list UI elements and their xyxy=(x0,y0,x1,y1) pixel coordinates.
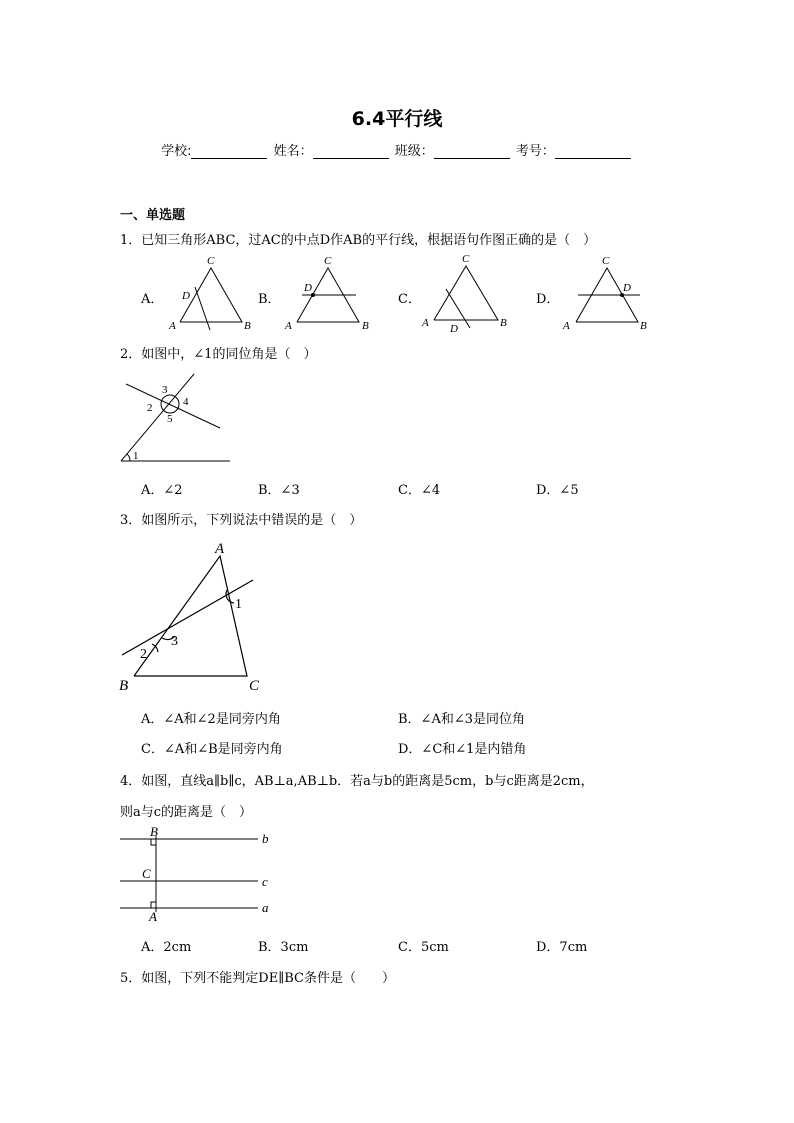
q4-label-b: b xyxy=(262,831,269,846)
q2-label-5: 5 xyxy=(167,413,173,425)
question-4-line2: 则a与c的距离是（ ） xyxy=(120,805,253,820)
q1a-label-d: D xyxy=(182,290,190,302)
school-label: 学校: xyxy=(161,144,192,159)
q3-label-2: 2 xyxy=(140,647,147,662)
q1c-label-a: A xyxy=(422,317,429,329)
number-label: 考号： xyxy=(515,144,555,159)
q4-label-C: C xyxy=(142,866,151,881)
q4-label-c: c xyxy=(262,874,268,889)
option-a[interactable]: A．∠A和∠2是同旁内角 xyxy=(141,712,281,727)
q2-label-4: 4 xyxy=(183,396,189,408)
option-d[interactable]: D． xyxy=(536,292,560,307)
option-d[interactable]: D．∠5 xyxy=(536,483,579,498)
q3-label-1: 1 xyxy=(235,597,242,612)
q1d-label-d: D xyxy=(623,282,631,294)
option-c[interactable]: C． xyxy=(398,292,421,307)
question-4 xyxy=(120,770,594,789)
q1b-label-d: D xyxy=(304,282,312,294)
q1a-label-c: C xyxy=(207,255,215,267)
option-a[interactable]: A． xyxy=(141,292,164,307)
option-c[interactable]: C．5cm xyxy=(398,940,449,955)
question-text: 如图中，∠1的同位角是（ ） xyxy=(141,347,317,362)
q3-label-b: B xyxy=(119,678,129,694)
q1-figure-c xyxy=(434,266,498,328)
q4-label-A: A xyxy=(149,909,157,924)
option-d[interactable]: D．∠C和∠1是内错角 xyxy=(398,742,527,757)
q2-figure xyxy=(121,374,230,461)
option-a[interactable]: A．2cm xyxy=(141,940,192,955)
option-a[interactable]: A．∠2 xyxy=(141,483,183,498)
q1b-label-c: C xyxy=(324,255,332,267)
q1c-label-c: C xyxy=(462,253,470,265)
option-b[interactable]: B．3cm xyxy=(258,940,309,955)
option-b[interactable]: B． xyxy=(258,292,281,307)
q4-figure xyxy=(120,836,258,912)
question-number: 1． xyxy=(120,233,142,248)
class-label: 班级： xyxy=(394,144,434,159)
name-label: 姓名： xyxy=(273,144,313,159)
option-b[interactable]: B．∠A和∠3是同位角 xyxy=(398,712,525,727)
question-3 xyxy=(120,509,362,528)
q1d-label-b: B xyxy=(640,320,647,332)
q1a-label-a: A xyxy=(169,320,176,332)
q1-figure-b xyxy=(297,268,359,322)
question-text: 已知三角形ABC，过AC的中点D作AB的平行线，根据语句作图正确的是（ ） xyxy=(141,233,597,248)
q1c-label-b: B xyxy=(500,317,507,329)
question-number: 3． xyxy=(120,513,142,528)
q4-label-B: B xyxy=(150,824,158,839)
q3-label-3: 3 xyxy=(171,634,178,649)
q4-label-a: a xyxy=(262,900,269,915)
q1c-label-d: D xyxy=(450,323,458,335)
q1b-label-a: A xyxy=(285,320,292,332)
question-number: 4． xyxy=(120,774,142,789)
question-2 xyxy=(120,343,316,362)
question-number: 2． xyxy=(120,347,142,362)
q2-label-3: 3 xyxy=(162,384,168,396)
section-heading: 一、单选题 xyxy=(120,208,186,223)
question-number: 5． xyxy=(120,971,142,986)
q1d-label-c: C xyxy=(602,255,610,267)
option-b[interactable]: B．∠3 xyxy=(258,483,300,498)
q1a-label-b: B xyxy=(244,320,251,332)
option-c[interactable]: C．∠A和∠B是同旁内角 xyxy=(141,742,283,757)
option-c[interactable]: C．∠4 xyxy=(398,483,441,498)
q2-label-2: 2 xyxy=(147,402,153,414)
question-text-line1: 如图，直线a∥b∥c，AB⊥a,AB⊥b．若a与b的距离是5cm，b与c距离是2cm， xyxy=(141,774,594,789)
question-text: 如图，下列不能判定DE∥BC条件是（ ） xyxy=(141,971,395,986)
q2-label-1: 1 xyxy=(133,450,139,462)
question-text: 如图所示，下列说法中错误的是（ ） xyxy=(141,513,363,528)
q1d-label-a: A xyxy=(563,320,570,332)
page-title: 6.4平行线 xyxy=(351,108,443,130)
option-d[interactable]: D．7cm xyxy=(536,940,588,955)
question-5 xyxy=(120,967,395,986)
q1-figure-d xyxy=(576,268,640,322)
q3-label-a: A xyxy=(215,541,225,557)
q3-label-c: C xyxy=(249,678,260,694)
q1b-label-b: B xyxy=(362,320,369,332)
